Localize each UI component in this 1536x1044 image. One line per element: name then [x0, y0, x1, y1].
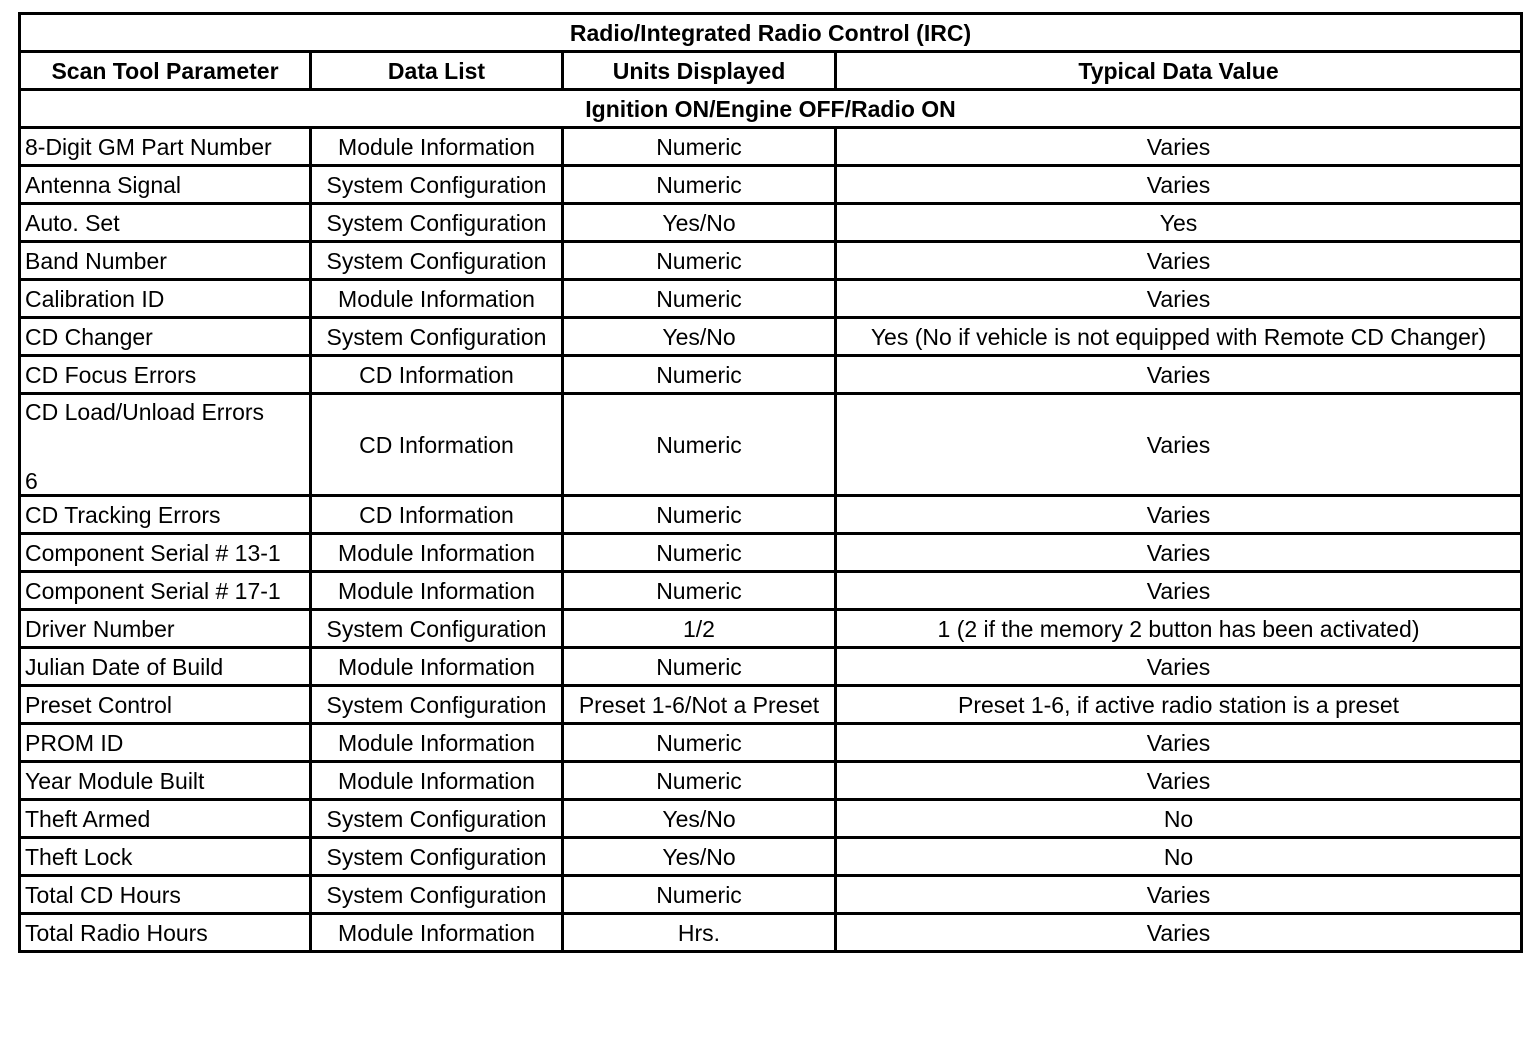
header-units-displayed: Units Displayed — [563, 52, 836, 90]
cell-scan-tool-parameter: Year Module Built — [20, 762, 311, 800]
condition-row — [20, 90, 1522, 128]
parameter-name: CD Load/Unload Errors — [25, 399, 265, 425]
cell-units-displayed: Numeric — [563, 496, 836, 534]
table-row — [20, 128, 1522, 166]
cell-typical-data-value: Varies — [836, 356, 1522, 394]
table-row — [20, 572, 1522, 610]
cell-units-displayed: Numeric — [563, 356, 836, 394]
table-row — [20, 204, 1522, 242]
cell-data-list: Module Information — [311, 128, 563, 166]
cell-scan-tool-parameter: 8-Digit GM Part Number — [20, 128, 311, 166]
cell-typical-data-value: Varies — [836, 128, 1522, 166]
header-data-list: Data List — [311, 52, 563, 90]
header-scan-tool-parameter: Scan Tool Parameter — [20, 52, 311, 90]
cell-typical-data-value: Preset 1-6, if active radio station is a preset — [836, 686, 1522, 724]
cell-units-displayed: Numeric — [563, 394, 836, 496]
table-title: Radio/Integrated Radio Control (IRC) — [20, 14, 1522, 52]
cell-scan-tool-parameter: Component Serial # 13-1 — [20, 534, 311, 572]
cell-typical-data-value: Varies — [836, 394, 1522, 496]
cell-units-displayed: Yes/No — [563, 838, 836, 876]
cell-typical-data-value: No — [836, 800, 1522, 838]
cell-data-list: System Configuration — [311, 686, 563, 724]
cell-data-list: System Configuration — [311, 876, 563, 914]
cell-scan-tool-parameter: Component Serial # 17-1 — [20, 572, 311, 610]
cell-scan-tool-parameter: Driver Number — [20, 610, 311, 648]
parameter-name-line-2: 6 — [25, 468, 38, 494]
cell-typical-data-value: Varies — [836, 496, 1522, 534]
table-row — [20, 648, 1522, 686]
cell-scan-tool-parameter: CD Focus Errors — [20, 356, 311, 394]
cell-typical-data-value: Varies — [836, 648, 1522, 686]
table-row — [20, 242, 1522, 280]
cell-data-list: Module Information — [311, 534, 563, 572]
cell-scan-tool-parameter: Band Number — [20, 242, 311, 280]
cell-units-displayed: Numeric — [563, 242, 836, 280]
cell-scan-tool-parameter: CD Changer — [20, 318, 311, 356]
table-row — [20, 724, 1522, 762]
table-row — [20, 356, 1522, 394]
cell-data-list: Module Information — [311, 280, 563, 318]
cell-units-displayed: 1/2 — [563, 610, 836, 648]
cell-typical-data-value: Varies — [836, 242, 1522, 280]
cell-units-displayed: Numeric — [563, 128, 836, 166]
cell-data-list: System Configuration — [311, 166, 563, 204]
table-body — [20, 128, 1522, 952]
cell-data-list: Module Information — [311, 572, 563, 610]
table-row — [20, 496, 1522, 534]
cell-typical-data-value: Varies — [836, 876, 1522, 914]
cell-units-displayed: Numeric — [563, 648, 836, 686]
cell-scan-tool-parameter: CD Tracking Errors — [20, 496, 311, 534]
cell-units-displayed: Numeric — [563, 280, 836, 318]
cell-data-list: System Configuration — [311, 318, 563, 356]
table-header-row — [20, 52, 1522, 90]
cell-data-list: Module Information — [311, 724, 563, 762]
cell-units-displayed: Hrs. — [563, 914, 836, 952]
cell-data-list: CD Information — [311, 394, 563, 496]
cell-scan-tool-parameter: Calibration ID — [20, 280, 311, 318]
cell-scan-tool-parameter: Total CD Hours — [20, 876, 311, 914]
table-row — [20, 534, 1522, 572]
table-row — [20, 838, 1522, 876]
cell-scan-tool-parameter — [20, 394, 311, 496]
cell-scan-tool-parameter: Total Radio Hours — [20, 914, 311, 952]
cell-units-displayed: Numeric — [563, 166, 836, 204]
cell-units-displayed: Yes/No — [563, 318, 836, 356]
cell-data-list: CD Information — [311, 356, 563, 394]
scan-tool-data-table — [18, 12, 1523, 953]
cell-typical-data-value: Varies — [836, 762, 1522, 800]
cell-scan-tool-parameter: Theft Lock — [20, 838, 311, 876]
cell-data-list: System Configuration — [311, 242, 563, 280]
cell-data-list: Module Information — [311, 648, 563, 686]
table-row — [20, 166, 1522, 204]
cell-data-list: CD Information — [311, 496, 563, 534]
cell-units-displayed: Yes/No — [563, 204, 836, 242]
document-page — [18, 12, 1523, 953]
test-condition: Ignition ON/Engine OFF/Radio ON — [20, 90, 1522, 128]
cell-units-displayed: Numeric — [563, 762, 836, 800]
cell-units-displayed: Numeric — [563, 572, 836, 610]
cell-data-list: System Configuration — [311, 800, 563, 838]
header-typical-data-value: Typical Data Value — [836, 52, 1522, 90]
cell-typical-data-value: 1 (2 if the memory 2 button has been activated) — [836, 610, 1522, 648]
table-row — [20, 318, 1522, 356]
cell-typical-data-value: Varies — [836, 534, 1522, 572]
cell-typical-data-value: Varies — [836, 914, 1522, 952]
table-row — [20, 914, 1522, 952]
cell-scan-tool-parameter: Auto. Set — [20, 204, 311, 242]
cell-typical-data-value: Yes — [836, 204, 1522, 242]
cell-typical-data-value: No — [836, 838, 1522, 876]
cell-units-displayed: Preset 1-6/Not a Preset — [563, 686, 836, 724]
table-row — [20, 686, 1522, 724]
cell-units-displayed: Numeric — [563, 724, 836, 762]
cell-scan-tool-parameter: Preset Control — [20, 686, 311, 724]
cell-units-displayed: Yes/No — [563, 800, 836, 838]
cell-typical-data-value: Varies — [836, 724, 1522, 762]
cell-scan-tool-parameter: Julian Date of Build — [20, 648, 311, 686]
table-title-row — [20, 14, 1522, 52]
table-row — [20, 610, 1522, 648]
cell-typical-data-value: Yes (No if vehicle is not equipped with Remote CD Changer) — [836, 318, 1522, 356]
table-row — [20, 394, 1522, 496]
cell-typical-data-value: Varies — [836, 572, 1522, 610]
cell-scan-tool-parameter: PROM ID — [20, 724, 311, 762]
table-row — [20, 876, 1522, 914]
table-row — [20, 280, 1522, 318]
cell-data-list: System Configuration — [311, 610, 563, 648]
cell-units-displayed: Numeric — [563, 534, 836, 572]
cell-data-list: Module Information — [311, 914, 563, 952]
cell-data-list: System Configuration — [311, 838, 563, 876]
cell-typical-data-value: Varies — [836, 166, 1522, 204]
cell-data-list: Module Information — [311, 762, 563, 800]
table-row — [20, 800, 1522, 838]
cell-scan-tool-parameter: Antenna Signal — [20, 166, 311, 204]
table-row — [20, 762, 1522, 800]
cell-typical-data-value: Varies — [836, 280, 1522, 318]
cell-data-list: System Configuration — [311, 204, 563, 242]
cell-scan-tool-parameter: Theft Armed — [20, 800, 311, 838]
cell-units-displayed: Numeric — [563, 876, 836, 914]
